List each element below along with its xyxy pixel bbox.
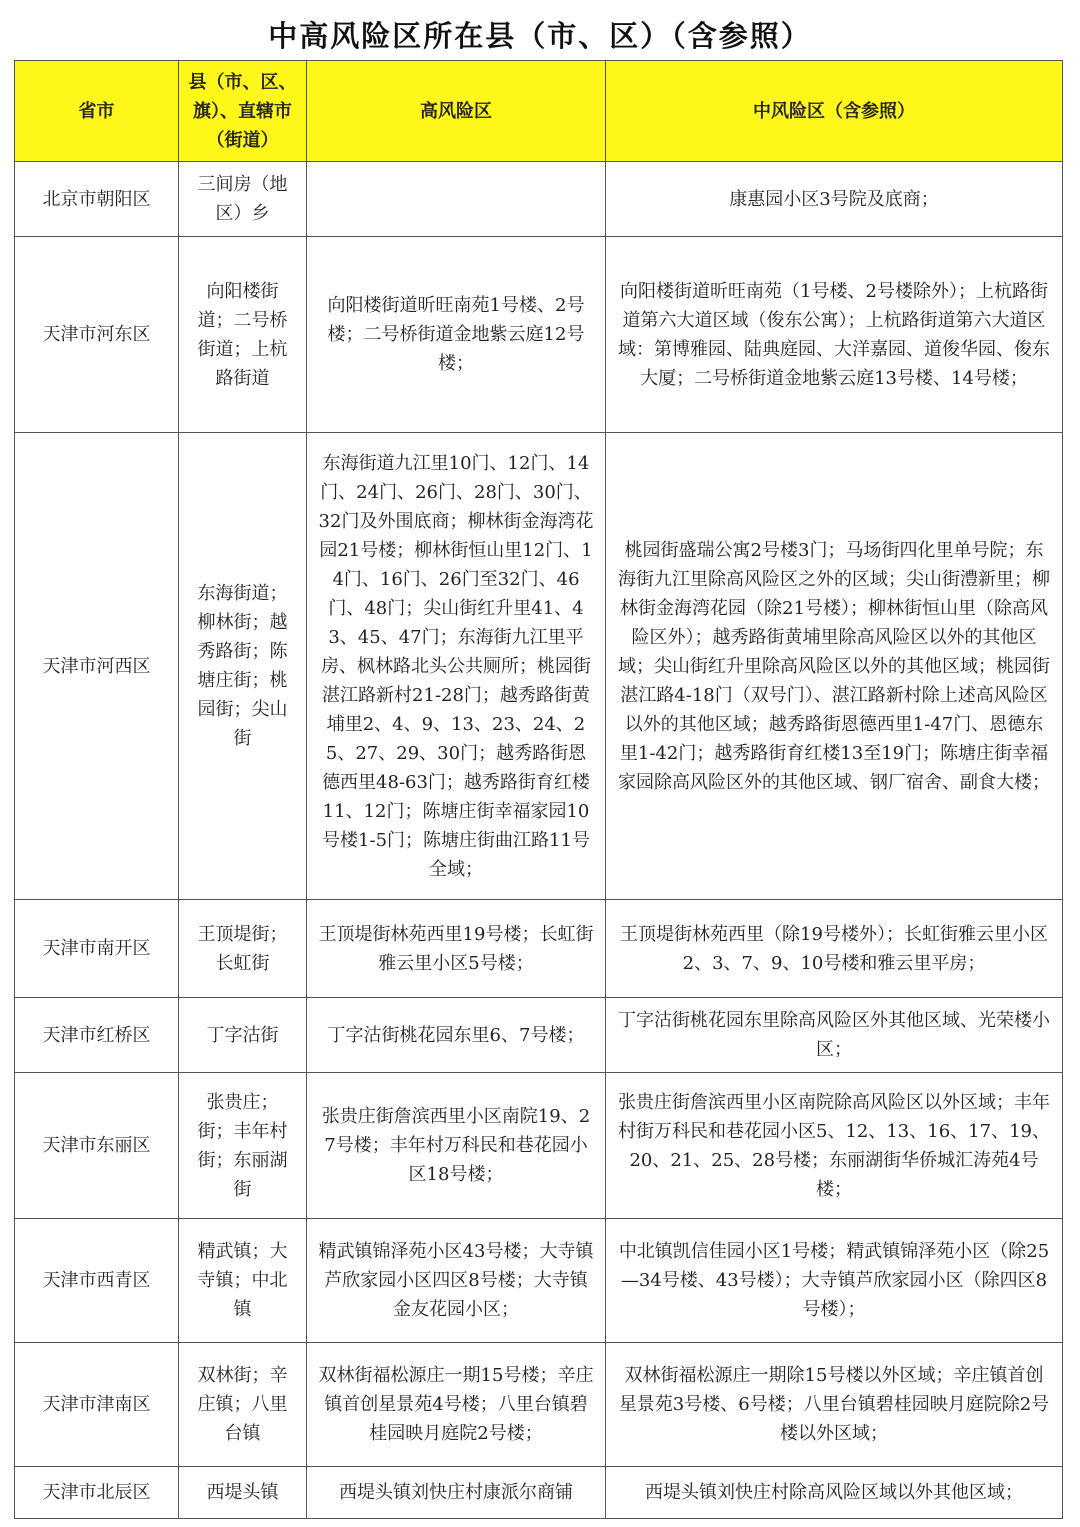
header-province: 省市 xyxy=(15,61,179,162)
county-cell: 向阳楼街道；二号桥街道；上杭路街道 xyxy=(179,237,307,433)
high-risk-cell: 张贵庄街詹滨西里小区南院19、27号楼；丰年村万科民和巷花园小区18号楼； xyxy=(307,1073,606,1219)
high-risk-cell: 双林街福松源庄一期15号楼；辛庄镇首创星景苑4号楼；八里台镇碧桂园映月庭院2号楼； xyxy=(307,1343,606,1467)
table-row xyxy=(15,1467,1063,1519)
mid-risk-cell: 王顶堤街林苑西里（除19号楼外）；长虹街雅云里小区2、3、7、9、10号楼和雅云里平房； xyxy=(606,900,1063,998)
high-risk-cell: 精武镇锦泽苑小区43号楼；大寺镇芦欣家园小区四区8号楼；大寺镇金友花园小区； xyxy=(307,1219,606,1343)
header-row xyxy=(15,61,1063,162)
table-row xyxy=(15,433,1063,900)
province-cell: 天津市西青区 xyxy=(15,1219,179,1343)
mid-risk-cell: 张贵庄街詹滨西里小区南院除高风险区以外区域；丰年村街万科民和巷花园小区5、12、13、16、17、19、20、21、25、28号楼；东丽湖街华侨城汇涛苑4号楼； xyxy=(606,1073,1063,1219)
mid-risk-cell: 西堤头镇刘快庄村除高风险区域以外其他区域； xyxy=(606,1467,1063,1519)
county-cell: 精武镇；大寺镇；中北镇 xyxy=(179,1219,307,1343)
high-risk-cell: 向阳楼街道昕旺南苑1号楼、2号楼；二号桥街道金地紫云庭12号楼； xyxy=(307,237,606,433)
header-county: 县（市、区、旗）、直辖市（街道） xyxy=(179,61,307,162)
county-cell: 西堤头镇 xyxy=(179,1467,307,1519)
province-cell: 天津市红桥区 xyxy=(15,998,179,1073)
province-cell: 天津市北辰区 xyxy=(15,1467,179,1519)
header-mid-risk: 中风险区（含参照） xyxy=(606,61,1063,162)
province-cell: 北京市朝阳区 xyxy=(15,162,179,237)
table-row xyxy=(15,1073,1063,1219)
province-cell: 天津市东丽区 xyxy=(15,1073,179,1219)
high-risk-cell: 王顶堤街林苑西里19号楼；长虹街雅云里小区5号楼； xyxy=(307,900,606,998)
mid-risk-cell: 桃园街盛瑞公寓2号楼3门；马场街四化里单号院；东海街九江里除高风险区之外的区域；尖山街澧新里；柳林街金海湾花园（除21号楼）；柳林街恒山里（除高风险区外）；越秀路街黄埔里除高风险区以外的其他区域；尖山街红升里除高风险区以外的其他区域；桃园街湛江路4-18门（双号门）、湛江路新村除上述高风险区以外的其他区域；越秀路街恩德西里1-47门、恩德东里1-42门；越秀路街育红楼13至19门；陈塘庄街幸福家园除高风险区外的其他区域、钢厂宿舍、副食大楼； xyxy=(606,433,1063,900)
table-row xyxy=(15,1343,1063,1467)
county-cell: 三间房（地区）乡 xyxy=(179,162,307,237)
high-risk-cell: 东海街道九江里10门、12门、14门、24门、26门、28门、30门、32门及外围底商；柳林街金海湾花园21号楼；柳林街恒山里12门、14门、16门、26门至32门、46门、48门；尖山街红升里41、43、45、47门；东海街九江里平房、枫林路北头公共厕所；桃园街湛江路新村21-28门；越秀路街黄埔里2、4、9、13、23、24、25、27、29、30门；越秀路街恩德西里48-63门；越秀路街育红楼11、12门；陈塘庄街幸福家园10号楼1-5门；陈塘庄街曲江路11号全域； xyxy=(307,433,606,900)
mid-risk-cell: 丁字沽街桃花园东里除高风险区外其他区域、光荣楼小区； xyxy=(606,998,1063,1073)
county-cell: 东海街道；柳林街；越秀路街；陈塘庄街；桃园街；尖山街 xyxy=(179,433,307,900)
high-risk-cell xyxy=(307,162,606,237)
county-cell: 王顶堤街；长虹街 xyxy=(179,900,307,998)
county-cell: 双林街；辛庄镇；八里台镇 xyxy=(179,1343,307,1467)
province-cell: 天津市津南区 xyxy=(15,1343,179,1467)
table-row xyxy=(15,237,1063,433)
page-title: 中高风险区所在县（市、区）（含参照） xyxy=(268,19,812,53)
mid-risk-cell: 向阳楼街道昕旺南苑（1号楼、2号楼除外）；上杭路街道第六大道区域（俊东公寓）；上杭路街道第六大道区域：第博雅园、陆典庭园、大洋嘉园、道俊华园、俊东大厦；二号桥街道金地紫云庭13号楼、14号楼； xyxy=(606,237,1063,433)
table-row xyxy=(15,998,1063,1073)
county-cell: 张贵庄；街；丰年村街；东丽湖街 xyxy=(179,1073,307,1219)
county-cell: 丁字沽街 xyxy=(179,998,307,1073)
high-risk-cell: 西堤头镇刘快庄村康派尔商铺 xyxy=(307,1467,606,1519)
high-risk-cell: 丁字沽街桃花园东里6、7号楼； xyxy=(307,998,606,1073)
table-row xyxy=(15,162,1063,237)
header-high-risk: 高风险区 xyxy=(307,61,606,162)
mid-risk-cell: 中北镇凯信佳园小区1号楼；精武镇锦泽苑小区（除25—34号楼、43号楼）；大寺镇芦欣家园小区（除四区8号楼）； xyxy=(606,1219,1063,1343)
table-row xyxy=(15,1219,1063,1343)
province-cell: 天津市南开区 xyxy=(15,900,179,998)
table-row xyxy=(15,900,1063,998)
province-cell: 天津市河西区 xyxy=(15,433,179,900)
risk-area-table xyxy=(14,60,1063,1519)
mid-risk-cell: 康惠园小区3号院及底商； xyxy=(606,162,1063,237)
mid-risk-cell: 双林街福松源庄一期除15号楼以外区域；辛庄镇首创星景苑3号楼、6号楼；八里台镇碧桂园映月庭院除2号楼以外区域； xyxy=(606,1343,1063,1467)
province-cell: 天津市河东区 xyxy=(15,237,179,433)
